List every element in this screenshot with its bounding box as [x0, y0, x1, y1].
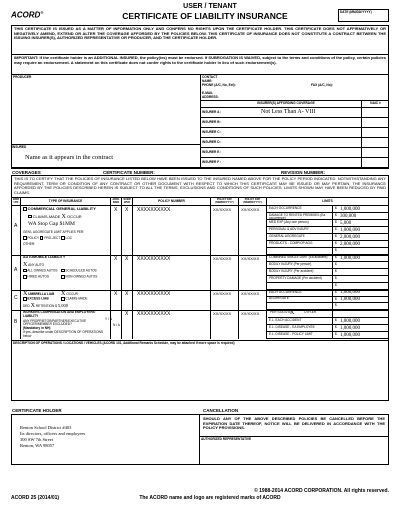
auto-limit-row: [267, 276, 388, 283]
auto-limit-dollar: $: [335, 283, 337, 287]
gl-limit-dollar: $: [335, 234, 337, 238]
gl-limit-row: [267, 206, 388, 213]
cancellation-text: SHOULD ANY OF THE ABOVE DESCRIBED POLICIES BE CANCELLED BEFORE THE EXPIRATION DATE THEREOF, NOTICE WILL BE DELIVERED IN ACCORDANCE WITH THE POLICY PROVISIONS.: [203, 416, 385, 431]
holder-address: [20, 425, 85, 449]
gl-limit-dollar: $: [335, 206, 337, 210]
wc-limit-dollar: $: [335, 325, 337, 329]
gl-title: COMMERCIAL GENERAL LIABILITY: [27, 206, 96, 211]
col-addl: ADDL INSD: [111, 198, 122, 206]
auto-limit-label: PROPERTY DAMAGE (Per accident): [269, 275, 322, 280]
wc-limit-value: 1,000,000: [340, 319, 360, 324]
gl-limit-label: PRODUCTS - COMP/OP AGG: [269, 240, 313, 245]
wc-subr: X: [125, 311, 129, 317]
holder-line: Renton, WA 98057: [20, 443, 55, 448]
umb-eff: XX/XX/XX: [213, 291, 232, 296]
coverage-statement: THIS IS TO CERTIFY THAT THE POLICIES OF INSURANCE LISTED BELOW HAVE BEEN ISSUED TO THE INSURED NAMED ABOVE FOR THE POLICY PERIOD INDICATED. NOTWITHSTANDING ANY REQUIREMENT, TERM OR CONDITION OF ANY CONTRACT OR OTHER DOCUMENT WITH RESPECT TO WHICH THIS CERTIFICATE MAY BE ISSUED OR MAY PERTAIN, THE INSURANCE AFFORDED BY THE POLICIES DESCRIBED HEREIN IS SUBJECT TO ALL THE TERMS, EXCLUSIONS AND CONDITIONS OF SUCH POLICIES. LIMITS SHOWN MAY HAVE BEEN REDUCED BY PAID CLAIMS.: [11, 175, 389, 198]
insurer-label: INSURER A :: [202, 110, 222, 114]
gl-limit-dollar: $: [335, 241, 337, 245]
wc-limit-row: [267, 318, 388, 325]
gl-ltr: A: [14, 223, 18, 229]
gl-occur-check[interactable]: X: [61, 213, 66, 220]
wc-type: WORKERS COMPENSATION AND EMPLOYERS' LIABILITY ANY PROPRIETOR/PARTNER/EXECUTIVE OFFICER/MEMBER EXCLUDED? (Mandatory in NH) If yes, describe under DESCRIPTION OF OPERATIONS below: [23, 310, 104, 338]
col-type: TYPE OF INSURANCE: [21, 198, 111, 206]
insurer-row: [201, 127, 389, 137]
producer-label: PRODUCER: [13, 75, 32, 79]
insurer-label: INSURER F :: [202, 160, 222, 164]
auto-limit-dollar: $: [335, 255, 337, 259]
holder-bar: [11, 407, 389, 415]
insured-box: [11, 144, 200, 168]
gl-limit-label: PERSONAL & ADV INJURY: [269, 226, 309, 231]
insurer-name: Not Less Than A- VIII: [261, 109, 316, 115]
auto-limit-dollar: $: [335, 276, 337, 280]
insurer-label: INSURER C :: [202, 130, 222, 134]
cancellation-label: CANCELLATION: [203, 408, 239, 413]
wc-exp: XX/XX/XX: [241, 311, 260, 316]
wc-question: ANY PROPRIETOR/PARTNER/EXECUTIVE OFFICER/MEMBER EXCLUDED?: [23, 318, 87, 327]
umb-subr: X: [125, 291, 129, 297]
umb-limit-value: 1,000,000: [340, 290, 360, 295]
auto-limit-row: [267, 283, 388, 290]
auto-limit-row: [267, 255, 388, 262]
revision-number-label: REVISION NUMBER:: [281, 170, 326, 175]
gl-limit-dollar: $: [335, 220, 337, 224]
umb-limit-dollar: $: [335, 290, 337, 294]
holder-box: [11, 415, 200, 465]
gl-limit-row: [267, 220, 388, 227]
gl-limit-row: [267, 248, 388, 255]
gl-limit-dollar: $: [335, 213, 337, 217]
insured-label: INSURED: [11, 144, 200, 151]
gl-limit-value: 1,000,000: [340, 207, 360, 212]
cancellation-box: [200, 415, 389, 465]
auto-eff: XX/XX/XX: [213, 256, 232, 261]
auto-limit-label: BODILY INJURY (Per accident): [269, 268, 314, 273]
insurer-label: INSURER D :: [202, 140, 222, 144]
umb-liab-check: X: [23, 291, 28, 297]
gl-limit-label: MED EXP (Any one person): [269, 219, 309, 224]
wc-ltr: B: [14, 319, 18, 325]
auto-ltr: A: [14, 267, 18, 273]
wc-limit-value: 1,000,000: [340, 326, 360, 331]
coverages-label: COVERAGES: [12, 170, 41, 175]
acord-logo: ACORD®: [11, 10, 44, 20]
umb-policy: XXXXXXXXXX: [137, 291, 171, 297]
wc-per-statute: PER STATUTE: [270, 310, 292, 314]
wc-limit-dollar: $: [335, 332, 337, 336]
wc-limit-label: E.L. EACH ACCIDENT: [269, 317, 302, 322]
wc-policy: XXXXXXXXXX: [137, 311, 171, 317]
gl-limit-label: EACH OCCURRENCE: [269, 205, 302, 210]
auto-limit-row: [267, 262, 388, 269]
col-subr: SUBR WVD: [122, 198, 133, 206]
authorized-rep-label: AUTHORIZED REPRESENTATIVE: [200, 436, 388, 443]
insurer-header: INSURER(S) AFFORDING COVERAGE: [257, 101, 315, 105]
gl-limit-label: DAMAGE TO RENTED PREMISES (Ea occurrence): [269, 212, 326, 221]
auto-policy: XXXXXXXXXX: [137, 256, 171, 262]
insurer-label: INSURER E :: [202, 150, 222, 154]
holder-line: 300 SW 7th Street: [20, 437, 54, 442]
insurer-row: [201, 147, 389, 157]
form-title: CERTIFICATE OF LIABILITY INSURANCE: [122, 11, 288, 21]
umb-occur-check: X: [61, 291, 66, 297]
insured-name: Name as it appears in the contract: [25, 154, 114, 161]
umb-limit-dollar: $: [335, 296, 337, 301]
auto-exp: XX/XX/XX: [241, 256, 260, 261]
wc-other: OTH-ER: [304, 310, 317, 314]
insurer-row: [201, 137, 389, 147]
umb-limit-row: [267, 303, 388, 310]
gl-limit-row: [267, 241, 388, 248]
gl-limit-value: 1,000,000: [340, 228, 360, 233]
col-exp: POLICY EXP (MM/DD/YYYY): [239, 198, 267, 206]
notice-disclaimer: THIS CERTIFICATE IS ISSUED AS A MATTER OF INFORMATION ONLY AND CONFERS NO RIGHTS UPON THE CERTIFICATE HOLDER. THIS CERTIFICATE DOES NOT AFFIRMATIVELY OR NEGATIVELY AMEND, EXTEND OR ALTER THE COVERAGE AFFORDED BY THE POLICIES BELOW. THIS CERTIFICATE OF INSURANCE DOES NOT CONSTITUTE A CONTRACT BETWEEN THE ISSUING INSURER(S), AUTHORIZED REPRESENTATIVE OR PRODUCER, AND THE CERTIFICATE HOLDER.: [11, 25, 389, 55]
wc-limit-label: E.L. DISEASE - POLICY LIMIT: [269, 331, 313, 336]
umb-limit-value: 1,000,000: [340, 296, 360, 302]
auto-limit-value: 1,000,000: [340, 256, 360, 261]
umb-limit-label: EACH OCCURRENCE: [269, 289, 302, 294]
auto-limit-row: [267, 269, 388, 276]
date-label: DATE (MM/DD/YYYY): [340, 10, 372, 14]
email-label: E-MAIL ADDRESS:: [202, 91, 219, 99]
insurer-row: [201, 117, 389, 127]
certificate-number-label: CERTIFICATE NUMBER:: [103, 170, 155, 175]
fax-label: FAX (A/C, No):: [311, 83, 333, 87]
gl-occur: OCCUR: [67, 213, 82, 219]
gl-type: COMMERCIAL GENERAL LIABILITY CLAIMS-MADE X OCCUR WA Stop Gap $1MM GEN'L AGGREGATE LIMIT APPLIES PER: POLICY PRO-JECT LOC OTHER:: [23, 207, 111, 247]
naic-label: NAIC #: [361, 101, 389, 108]
gl-addl: X: [114, 207, 118, 213]
coverages-bar: [11, 168, 389, 175]
holder-line: Its directors, officers and employees: [20, 431, 86, 436]
coverage-table: [11, 198, 389, 341]
notice-important: IMPORTANT: If the certificate holder is an ADDITIONAL INSURED, the policy(ies) must be endorsed. If SUBROGATION IS WAIVED, subject to the terms and conditions of the policy, certain policies may require an endorsement. A statement on this certificate does not confer rights to the certificate holder in lieu of such endorsement(s).: [11, 55, 389, 75]
auto-limit-label: BODILY INJURY (Per person): [269, 261, 312, 266]
insurer-row: [201, 157, 389, 167]
wc-limit-value: 1,000,000: [340, 333, 360, 338]
gl-other: OTHER:: [23, 242, 36, 247]
wc-limit-row: [267, 332, 388, 339]
wc-na: N / A: [113, 323, 120, 327]
auto-any-check: X: [23, 261, 28, 268]
auto-type: AUTOMOBILE LIABILITY X ANY AUTO ALL OWNED AUTOS SCHEDULED AUTOS HIRED AUTOS NON-OWNED AUTOS: [23, 256, 111, 280]
gl-limit-dollar: $: [335, 248, 337, 252]
phone-label: PHONE (A/C, No, Ext):: [202, 83, 236, 87]
wc-limit-dollar: $: [335, 318, 337, 322]
umb-retention-value: 5,000: [57, 303, 68, 309]
umb-type: X UMBRELLA LIAB X OCCUR EXCESS LIAB CLAIMS-MADE DED X RETENTION $ 5,000: [23, 291, 88, 310]
date-box: [338, 9, 389, 22]
description-label: DESCRIPTION OF OPERATIONS / LOCATIONS / VEHICLES (ACORD 101, Additional Remarks Schedule, may be attached if more space is required): [13, 341, 235, 345]
gl-limit-value: 5,000: [340, 221, 352, 226]
gl-agg-label: GEN'L AGGREGATE LIMIT APPLIES PER:: [23, 230, 85, 235]
holder-line: Renton School District #403: [20, 425, 72, 430]
wc-statute-row: [268, 310, 388, 318]
auto-subr: X: [125, 256, 129, 262]
col-policy: POLICY NUMBER: [133, 198, 211, 206]
description-box: [11, 341, 389, 401]
gl-limit-value: 2,000,000: [340, 242, 360, 247]
umb-exp: XX/XX/XX: [241, 291, 260, 296]
wc-statute-check: X: [290, 310, 295, 316]
umb-limit-label: AGGREGATE: [269, 296, 289, 301]
gl-limit-value: 2,000,000: [340, 235, 360, 240]
coverage-table-header: [12, 198, 388, 206]
wc-yn: Y / N: [105, 317, 113, 321]
auto-title: AUTOMOBILE LIABILITY: [23, 255, 66, 259]
insurer-row: [201, 107, 389, 117]
party-label: USER / TENANT: [183, 3, 237, 10]
auto-limit-dollar: $: [335, 262, 337, 266]
holder-label: CERTIFICATE HOLDER: [12, 408, 62, 413]
form-number: ACORD 25 (2014/01): [11, 495, 60, 501]
col-ltr: INSR LTR: [12, 198, 20, 204]
gl-limit-label: GENERAL AGGREGATE: [269, 233, 305, 238]
gl-limit-row: [267, 213, 388, 220]
umb-limit-dollar: $: [335, 303, 337, 308]
gl-eff: XX/XX/XX: [213, 207, 232, 212]
wc-eff: XX/XX/XX: [213, 311, 232, 316]
umb-ltr: C: [14, 295, 18, 301]
trademark: The ACORD name and logo are registered marks of ACORD: [139, 495, 281, 501]
gl-policy: XXXXXXXXXX: [137, 207, 171, 213]
naic-cell: [361, 158, 389, 168]
umb-limit-row: [267, 297, 388, 304]
umb-addl: X: [114, 291, 118, 297]
col-eff: POLICY EFF (MM/DD/YYYY): [211, 198, 239, 206]
gl-limit-row: [267, 227, 388, 234]
contact-name-label: CONTACT NAME:: [202, 75, 218, 83]
gl-limit-row: [267, 234, 388, 241]
copyright: © 1988-2014 ACORD CORPORATION. All rights reserved.: [254, 488, 389, 494]
gl-limit-dollar: $: [335, 227, 337, 231]
auto-limit-label: COMBINED SINGLE LIMIT (Ea accident): [269, 254, 328, 259]
gl-claims-made: CLAIMS-MADE: [32, 213, 61, 219]
wc-limit-row: [267, 325, 388, 332]
insurer-label: INSURER B :: [202, 120, 222, 124]
gl-stop-gap: WA Stop Gap $1MM: [28, 220, 75, 227]
auto-limit-dollar: $: [335, 269, 337, 273]
gl-limit-value: 300,000: [340, 214, 357, 219]
auto-addl: X: [114, 256, 118, 262]
wc-title: WORKERS COMPENSATION AND EMPLOYERS' LIABILITY: [23, 310, 96, 318]
wc-limit-label: E.L. DISEASE - EA EMPLOYEE: [269, 324, 315, 329]
gl-exp: XX/XX/XX: [241, 207, 260, 212]
col-limits: LIMITS: [322, 199, 333, 203]
gl-subr: X: [125, 207, 129, 213]
